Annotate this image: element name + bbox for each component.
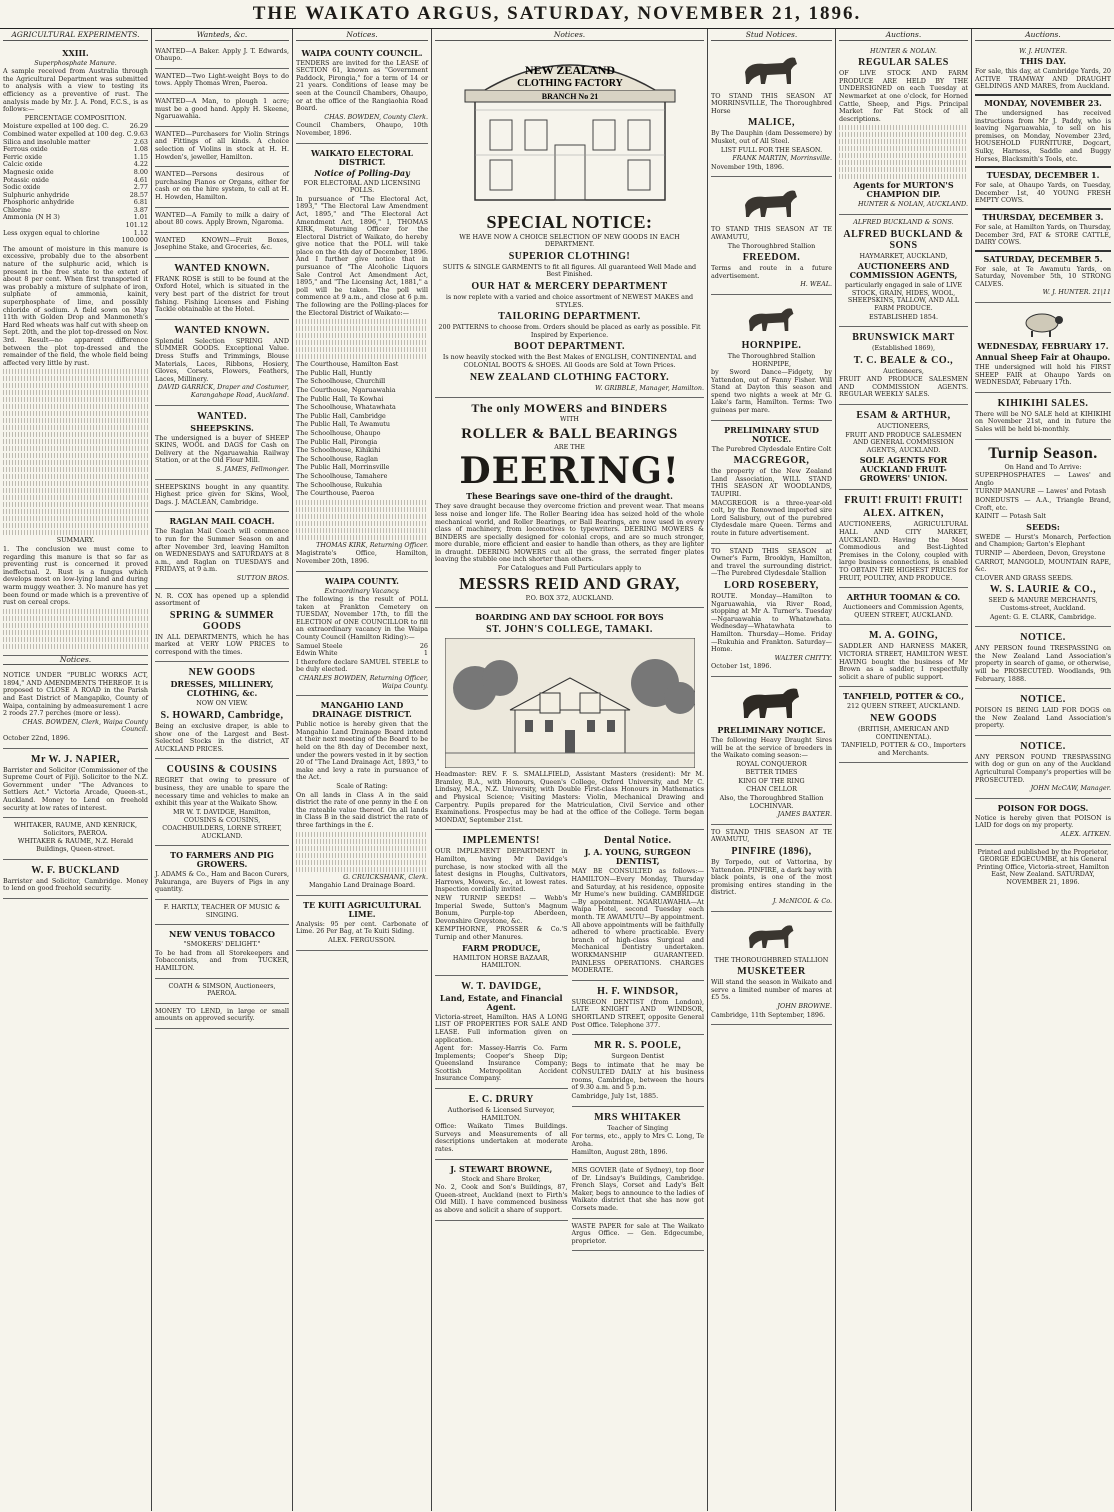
composition-table bbox=[3, 123, 148, 222]
hunter-sales: W. J. HUNTER. THIS DAY. For sale, this day, at Cambridge Yards, 20 ACTIVE TRAMWAY AND DRAUGHT GELDINGS AND MARES, from Auckland. MONDAY, NOVEMBER 23. The undersigned has received instructions from Mr J. Paddy, who is leaving Ngaruawahia, to sell on his premises, on Monday, November 23rd, HOUSEHOLD FURNITURE, Dogcart, Sulky, Harness, Saddle and Buggy Horses, Blacksmith's Tools, etc. TUESDAY, DECEMBER 1. For sale, at Ohaupo Yards, on Tuesday, December 1st, 40 YOUNG FRESH EMPTY COWS. THURSDAY, DECEMBER 3. For sale, at Hamilton Yards, on Thursday, December 3rd, FAT & STORE CATTLE, DAIRY COWS. SATURDAY, DECEMBER 5. For sale, at Te Awamutu Yards, on Saturday, November 5th, 10 STRONG CALVES. W. J. HUNTER. 21|11 bbox=[975, 44, 1111, 303]
table-cell-value: 1.15 bbox=[133, 152, 148, 161]
cousins-ad: COUSINS & COUSINS REGRET that owing to pressure of business, they are unable to spare the necessary time and vehicles to make an exhibit this year at the Waikato Show. MR W. T. DAVIDGE, Hamilton, COUSINS & COUSINS, COACHBUILDERS, LORNE STREET, AUCKLAND. bbox=[155, 759, 289, 846]
column-head: Stud Notices. bbox=[711, 31, 832, 41]
list-item: The Public Hall, Huntly bbox=[296, 368, 372, 377]
horse-icon bbox=[737, 50, 807, 90]
list-item: BONEDUSTS — A.A., Triangle Brand, Croft, etc. bbox=[975, 496, 1111, 512]
table-cell-value: 3.87 bbox=[133, 205, 148, 214]
howard-ad: NEW GOODS DRESSES, MILLINERY, CLOTHING, &c. NOW ON VIEW. S. HOWARD, Cambridge, Being an exclusive draper, is able to show one of the Largest and Best-Selected Stocks in the district, AT AUCKLAND PRICES. bbox=[155, 662, 289, 759]
table-cell-value: 2.77 bbox=[133, 183, 148, 192]
table-cell-value: 8.00 bbox=[133, 167, 148, 176]
list-item: The Public Hall, Te Awamutu bbox=[296, 420, 390, 429]
result-row: Edwin White 1 bbox=[296, 649, 428, 658]
wanted-sheepskins: WANTED. SHEEPSKINS. The undersigned is a buyer of SHEEP SKINS, WOOL and DAGS for Cash on Delivery at the Ngaruawahia Railway Station, or at the Old Flour Mill. S. JAMES, Fellmonger. bbox=[155, 406, 289, 480]
college-ad: BOARDING AND DAY SCHOOL FOR BOYS ST. JOHN'S COLLEGE, TAMAKI. Headmaster: REV. F. S. SMALLFIELD, Assistant Masters (resident): Mr M. Bramley, B.A., with Honours, Queen's College, Oxford University, and Mr C. Lindsay, M.A., N.Z. University, with Double First-class Honours in Mathematics and Physical Science; Visiting Masters: Violin, Mechanical Drawing and Carpentry. Pupils prepared for the Matriculation, Civil Service and other Examinations. Prospectus may be had at the office of the College. Term began MONDAY, September 21st. bbox=[435, 608, 704, 830]
freedom-ad: TO STAND THIS SEASON AT TE AWAMUTU, The Thoroughbred Stallion FREEDOM. Terms and route in a future advertisement. H. WEAL. bbox=[711, 177, 832, 295]
horse-icon bbox=[742, 301, 802, 337]
wanted-known-garrick: WANTED KNOWN. Splendid Selection SPRING AND SUMMER GOODS. Exceptional Value. Dress Stuffs and Trimmings, Blouse Materials, Laces, Ribbons, Hosiery, Gloves, Corsets, Flowers, Feathers, Laces, Millinery. DAVID GARRICK, Draper and Costumer, Karangahape Road, Auckland. bbox=[155, 320, 289, 406]
wanted-known-fruit: WANTED KNOWN—Fruit Boxes, Josephine Stake, and Groceries, &c. bbox=[155, 233, 289, 258]
dental-ad: Dental Notice. J. A. YOUNG, SURGEON DENTIST, MAY BE CONSULTED as follows:— HAMILTON—Every Monday, Thursday and Saturday, at his residence, opposite Mr Hume's new building. CAMBRIDGE—By appointment. NGARUAWAHIA—At Waipa Hotel, second Tuesday each month. TE AWAMUTU—By appointment. All above appointments will be faithfully adhered to where practicable. Every branch of high-class Surgical and Mechanical Dentistry undertaken. WORKMANSHIP GUARANTEED. PAINLESS OPERATIONS. CHARGES MODERATE. bbox=[572, 830, 705, 980]
table-cell-value: 1.08 bbox=[133, 145, 148, 154]
going-saddler-ad: M. A. GOING, SADDLER AND HARNESS MAKER, VICTORIA STREET, HAMILTON WEST. HAVING bought the business of Mr Brown as a saddler, I respectfully solicit a share of public support. bbox=[839, 625, 968, 687]
macgregor-ad: PRELIMINARY STUD NOTICE. The Purebred Clydesdale Entire Colt MACGREGOR, the property of the New Zealand Land Association, WILL STAND THIS SEASON AT WOODLANDS, TAUPIRI. MACGREGOR is a three-year-old colt, by the Renowned imported sire Lord Salisbury, out of the purebred Clydesdale mare Queen. Terms and route in future advertisement. bbox=[711, 421, 832, 544]
deering-ad: The only MOWERS and BINDERS WITH ROLLER & BALL BEARINGS ARE THE DEERING! These Bearings save one-third of the draught. They save draught because they overcome friction and prevent wear. That means less noise and longer life. The Roller Bearing idea has seized hold of the whole mechanical world, and Roller Bearings, or Ball Bearings, are now used in every class of machinery, from locomotives to typewriters. DEERING MOWERS & BINDERS are specially designed for colonial crops, and are so much stronger, more durable, more efficient and easier to handle than others, as they are lighter in draught. DEERING MOWERS cut all the grass, the serrated finger plates leaving the stubble one inch shorter than others. For Catalogues and Full Particulars apply to MESSRS REID AND GRAY, P.O. BOX 372, AUCKLAND. bbox=[435, 398, 704, 608]
list-item: The Courthouse, Paeroa bbox=[296, 489, 375, 498]
tanfield-ad: TANFIELD, POTTER & CO., 212 QUEEN STREET, AUCKLAND. NEW GOODS (BRITISH, AMERICAN AND CONTINENTAL). TANFIELD, POTTER & CO., Importers and Merchants. bbox=[839, 687, 968, 763]
wanted-violin: WANTED—Purchasers for Violin Strings and Fittings of all kinds. A choice selection of Violins in stock at H. H. Howden's, jeweller, Hamilton. bbox=[155, 127, 289, 167]
column-auctions bbox=[836, 29, 972, 1511]
final-row: 100.000 bbox=[121, 236, 148, 245]
venus-tobacco-ad: NEW VENUS TOBACCO "SMOKERS' DELIGHT." To be had from all Storekeepers and Tobacconists, and from TUCKER, HAMILTON. bbox=[155, 925, 289, 978]
table-cell-value: 28.57 bbox=[129, 190, 148, 199]
trespass-notice: NOTICE. ANY PERSON found TRESPASSING on the New Zealand Land Association's property in search of game, or otherwise, will be PROSECUTED. Woodlands, 9th February, 1888. bbox=[975, 627, 1111, 689]
table-cell-value: 6.81 bbox=[133, 198, 148, 207]
wanted-man: WANTED—A Man, to plough 1 acre; must be a good hand. Apply H. Skeene, Ngaruawahia. bbox=[155, 94, 289, 127]
kihikihi-ad: KIHIKIHI SALES. There will be NO SALE held at KIHIKIHI on November 21st, and in future the Sales will be held bi-monthly. bbox=[975, 393, 1111, 440]
table-cell-label: Moisture expelled at 100 deg. C. bbox=[3, 122, 109, 131]
masthead-title: THE WAIKATO ARGUS, SATURDAY, NOVEMBER 21, 1896. bbox=[252, 3, 862, 24]
list-item: KAINIT — Potash Salt bbox=[975, 512, 1046, 521]
section-number: XXIII. bbox=[62, 47, 89, 58]
table-cell-value: 4.22 bbox=[133, 160, 148, 169]
list-item: The Schoolhouse, Tamahere bbox=[296, 471, 388, 480]
vacancy-notice: WAIPA COUNTY. Extraordinary Vacancy. The following is the result of POLL taken at Frankton Cemetery on TUESDAY, November 17th, to fill the ELECTION of ONE COUNCILLOR to fill an extraordinary vacancy in the Waipa County Council (Hamilton Riding):— Samuel Steele 26 Edwin White 1 I therefore declare SAMUEL STEELE to be duly elected. CHARLES BOWDEN, Returning Officer, Waipa County. bbox=[296, 572, 428, 697]
column-auctions-hunter bbox=[972, 29, 1114, 1511]
pinfire-ad: TO STAND THIS SEASON AT TE AWAMUTU, PINFIRE (1896), By Torpedo, out of Vattorina, by Yattendon. PINFIRE, a dark bay with black points, is one of the most promising entires standing in the district. J. McNICOL & Co. bbox=[711, 825, 832, 912]
table-cell-value: 2.63 bbox=[133, 137, 148, 146]
sheep-icon bbox=[1018, 309, 1068, 339]
raglan-coach-ad: RAGLAN MAIL COACH. The Raglan Mail Coach will commence to run for the Summer Season on and after November 3rd, leaving Hamilton on WEDNESDAYS and SATURDAYS at 8 a.m., and Raglan on TUESDAYS and FRIDAYS, at 9 a.m. SUTTON BROS. bbox=[155, 512, 289, 588]
coath-ad: COATH & SIMSON, Auctioneers, PAEROA. bbox=[155, 979, 289, 1004]
polling-notice: WAIKATO ELECTORAL DISTRICT. Notice of Polling-Day FOR ELECTORAL AND LICENSING POLLS. In pursuance of "The Electoral Act, 1893," "The Electoral Law Amendment Act, 1895," and "The Electoral Act Amendment Act, 1896," I, THOMAS KIRK, Returning Officer for the Electoral District of Waikato, do hereby give notice that the POLL will take place on the 4th day of December, 1896. And I further give notice that in pursuance of "The Alcoholic Liquors Sale Control Act Amendment Act, 1895," and "The Licensing Act, 1881," a poll will be taken. The poll will commence at 9 a.m., and close at 6 p.m. The following are the Polling-places for the Electoral District of Waikato:— The Courthouse, Hamilton East The Public Hall, Huntly The Schoolhouse, Churchill The Courthouse, Ngaruawahia The Public Hall, Te Kowhai The Schoolhouse, Whatawhata The Public Hall, Cambridge The Public Hall, Te Awamutu The Schoolhouse, Ohaupo The Public Hall, Pirongia The Schoolhouse, Kihikihi The Schoolhouse, Raglan The Public Hall, Morrinsville The Schoolhouse, Tamahere The Schoolhouse, Rukuhia The Courthouse, Paeroa THOMAS KIRK, Returning Officer. Magistrate's Office, Hamilton, November 20th, 1896. bbox=[296, 144, 428, 572]
less-row: Less oxygen equal to chlorine 1.12 bbox=[3, 228, 148, 237]
factory-sign-line2: CLOTHING FACTORY bbox=[516, 77, 623, 89]
sires-list bbox=[711, 761, 832, 794]
list-item: BETTER TIMES bbox=[745, 768, 798, 777]
list-item: ROYAL CONQUEROR bbox=[736, 759, 807, 768]
draught-sires-ad: PRELIMINARY NOTICE. The following Heavy Draught Sires will be at the service of breeders in the Waikato coming season:— ROYAL CONQUEROR BETTER TIMES KING OF THE RING CHAN CELLOR Also, the Thoroughbred Stallion LOCHINVAR. JAMES BAXTER. bbox=[711, 677, 832, 825]
list-item: CARROT, MANGOLD, MOUNTAIN RAPE, &c. bbox=[975, 557, 1111, 574]
column-notices bbox=[293, 29, 432, 1511]
hartly-ad: F. HARTLY, TEACHER OF MUSIC & SINGING. bbox=[155, 900, 289, 925]
list-item: TURNIP MANURE — Lawes' and Potash bbox=[975, 487, 1107, 496]
polling-places bbox=[296, 361, 428, 498]
list-item: The Schoolhouse, Whatawhata bbox=[296, 403, 396, 412]
poison-notice: NOTICE. POISON IS BEING LAID FOR DOGS on the New Zealand Land Association's property. bbox=[975, 689, 1111, 736]
column-head: AGRICULTURAL EXPERIMENTS. bbox=[3, 31, 148, 41]
waipa-council-ad: WAIPA COUNTY COUNCIL. TENDERS are invited for the LEASE of SECTION 61, known as "Government Paddock, Pirongia," for a term of 14 or 21 years. Conditions of lease may be seen at the Council Chambers, Ohaupo, or at the office of the Rangiaohia Road Board. CHAS. BOWDEN, County Clerk. Council Chambers, Ohaupo, 10th November, 1896. bbox=[296, 44, 428, 144]
body-text: The amount of moisture in this manure is excessive, probably due to the absorbent nature of the sulphuric acid, which is present in the free state to the extent of about 8 per cent. When first transported it was probably a mixture of sulphate of iron, sulphate of ammonia, kainit, superphosphate of lime, and possibly chloride of sodium. A field sown on May 11th with Golden Drop and Manmoneth's Hard Red wheats was half cut with sheep on Sept. 20th, and the plot top-dressed on Nov. 3rd. Result—no apparent difference between the plot top-dressed and the remainder of the field, the whole field being affected very little by rust. bbox=[3, 244, 148, 367]
table-cell-label: Calcic oxide bbox=[3, 160, 43, 169]
experiment-article bbox=[3, 44, 148, 656]
list-item: The Public Hall, Cambridge bbox=[296, 411, 386, 420]
wanted-boys: WANTED—Two Light-weight Boys to do tows. Apply Thomas Wren, Paeroa. bbox=[155, 69, 289, 94]
turnip-list bbox=[975, 472, 1111, 521]
wanted-family: WANTED—A Family to milk a dairy of about 80 cows. Apply Brown, Ngaroma. bbox=[155, 208, 289, 233]
esam-arthur-ad: ESAM & ARTHUR, AUCTIONEERS, FRUIT AND PRODUCE SALESMEN AND GENERAL COMMISSION AGENTS, AUCKLAND. SOLE AGENTS FOR AUCKLAND FRUIT-GROWERS' UNION. bbox=[839, 405, 968, 490]
hornpipe-ad: HORNPIPE. The Thoroughbred Stallion HORNPIPE, by Sword Dance—Fidgety, by Yattendon, out of Fanny Fisher. Will Stand at Dayton this season and spend two nights a week at Mr G. Lake's farm, Hamilton. Terms: Two guineas per mare. bbox=[711, 295, 832, 421]
waste-paper-ad: WASTE PAPER for sale at The Waikato Argus Office. — Gen. Edgecumbe, proprietor. bbox=[572, 1219, 705, 1252]
split-bottom bbox=[435, 830, 704, 1251]
column-stud bbox=[708, 29, 836, 1511]
money-ad: MONEY TO LEND, in large or small amounts on approved security. bbox=[155, 1004, 289, 1029]
drury-ad: E. C. DRURY Authorised & Licensed Surveyor, HAMILTON. Office: Waikato Times Buildings. Surveys and Measurements of all descriptions undertaken at moderate rates. bbox=[435, 1089, 568, 1160]
table-cell-label: Magnesic oxide bbox=[3, 167, 54, 176]
maclean-ad: SHEEPSKINS bought in any quantity. Highest price given for Skins, Wool, Dags. J. MACLEAN, Cambridge. bbox=[155, 480, 289, 513]
list-item: The Courthouse, Ngaruawahia bbox=[296, 386, 396, 394]
table-cell-label: Potassic oxide bbox=[3, 175, 49, 184]
column-head: Auctions. bbox=[975, 31, 1111, 41]
table-cell-label: Silica and insoluble matter bbox=[3, 137, 91, 146]
imprint: Printed and published by the Proprietor, GEORGE EDGECUMBE, at his General Printing Office, Victoria-street, Hamilton East, New Zealand. SATURDAY, NOVEMBER 21, 1896. bbox=[976, 847, 1110, 886]
table-title: PERCENTAGE COMPOSITION. bbox=[24, 113, 127, 122]
list-item: TURNIP — Aberdeen, Devon, Greystone bbox=[975, 548, 1106, 557]
govier-ad: MRS GOVIER (late of Sydney), top floor of Dr. Lindsay's Buildings, Cambridge. French Slays, Corset and Lady's Belt Maker, begs to announce to the ladies of Waikato district that she has now got Corsets made. bbox=[572, 1163, 705, 1219]
wanted-known-rose: WANTED KNOWN. FRANK ROSE is still to be found at the Oxford Hotel, which is situated in the very best part of the district for trout fishing. Fishing Licenses and Fishing Tackle obtainable at the Hotel. bbox=[155, 258, 289, 320]
clothing-factory-ad: NEW ZEALAND CLOTHING FACTORY BRANCH No 21 SPECIAL NOTICE: WE HAVE NOW A CHOICE SELECTION OF NEW GOODS IN EACH DEPARTMENT. SUPERIOR CLOTHING! SUITS & SINGLE GARMENTS to fit all figures. All guaranteed Well Made and Best Finished. OUR HAT & MERCERY DEPARTMENT is now replete with a varied and choice assortment of NEWEST MAKES and STYLES. TAILORING DEPARTMENT. 200 PATTERNS to choose from. Orders should be placed as early as possible. Fit Inspired by Experience. BOOT DEPARTMENT. Is now heavily stocked with the Best Makes of ENGLISH, CONTINENTAL and COLONIAL BOOTS & SHOES. All Goods are Sold at Town Prices. NEW ZEALAND CLOTHING FACTORY. W. GRIBBLE, Manager, Hamilton. bbox=[435, 44, 704, 399]
table-cell-label: Ferrous oxide bbox=[3, 145, 48, 154]
pig-growers-ad: TO FARMERS AND PIG GROWERS. J. ADAMS & Co., Ham and Bacon Curers, Pakuranga, are Buyers of Pigs in any quantity. bbox=[155, 846, 289, 900]
table-cell-value: 9.63 bbox=[133, 129, 148, 138]
turnip-ad: Turnip Season. On Hand and To Arrive: SUPERPHOSPHATES — Lawes' and Anglo TURNIP MANURE — Lawes' and Potash BONEDUSTS — A.A., Triangle Brand, Croft, etc. KAINIT — Potash Salt SEEDS: SWEDE — Hurst's Monarch, Perfection and Champion; Garton's Elephant TURNIP — Aberdeen, Devon, Greystone CARROT, MANGOLD, MOUNTAIN RAPE, &c. CLOVER AND GRASS SEEDS. W. S. LAURIE & CO., SEED & MANURE MERCHANTS, Customs-street, Auckland. Agent: G. E. CLARK, Cambridge. bbox=[975, 440, 1111, 628]
wanted-baker: WANTED—A Baker. Apply J. T. Edwards, Ohaupo. bbox=[155, 44, 289, 69]
list-item: CHAN CELLOR bbox=[746, 785, 797, 794]
musketeer-ad: THE THOROUGHBRED STALLION MUSKETEER Will stand the season in Waikato and serve a limited number of mares at £5 5s. JOHN BROWNE. Cambridge, 11th September, 1896. bbox=[711, 912, 832, 1026]
list-item: The Schoolhouse, Ohaupo bbox=[296, 428, 381, 437]
buckland-sons-ad: ALFRED BUCKLAND & SONS. ALFRED BUCKLAND & SONS HAYMARKET, AUCKLAND, AUCTIONEERS AND COMMISSION AGENTS, particularly engaged in sale of LIVE STOCK, GRAIN, HIDES, WOOL, SHEEPSKINS, TALLOW, AND ALL FARM PRODUCE. ESTABLISHED 1854. bbox=[839, 215, 968, 327]
trespass-notice-2: NOTICE. ANY PERSON FOUND TRESPASSING with dog or gun on any of the Auckland Agricultural Company's properties will be PROSECUTED. JOHN McCAW, Manager. bbox=[975, 736, 1111, 799]
table-cell-label: Sulphuric anhydride bbox=[3, 190, 70, 199]
tooman-ad: ARTHUR TOOMAN & CO. Auctioneers and Commission Agents, QUEEN STREET, AUCKLAND. bbox=[839, 588, 968, 625]
table-cell-value: 26.29 bbox=[129, 122, 148, 131]
summary-head: SUMMARY. bbox=[56, 536, 95, 545]
newspaper-columns bbox=[0, 29, 1114, 1511]
factory-building-illustration bbox=[455, 50, 685, 210]
buckland-law-ad: W. F. BUCKLAND Barrister and Solicitor, Cambridge. Money to lend on good freehold security. bbox=[3, 860, 148, 899]
factory-sign-line1: NEW ZEALAND bbox=[524, 62, 615, 77]
kuiti-lime-ad: TE KUITI AGRICULTURAL LIME. Analysis: 95 per cent. Carbonate of Lime. 26 Per Bag, at Te Kuiti Siding. ALEX. FERGUSSON. bbox=[296, 896, 428, 951]
whitaker-singing-ad: MRS WHITAKER Teacher of Singing For terms, etc., apply to Mrs C. Long, Te Aroha. Hamilton, August 28th, 1896. bbox=[572, 1107, 705, 1163]
notices-head: Notices. bbox=[3, 656, 148, 666]
result-row: Samuel Steele 26 bbox=[296, 641, 428, 650]
table-cell-value: 4.61 bbox=[133, 175, 148, 184]
masthead bbox=[0, 0, 1114, 29]
list-item: The Public Hall, Pirongia bbox=[296, 437, 378, 446]
list-item: The Schoolhouse, Raglan bbox=[296, 454, 379, 463]
intro-text: A sample received from Australia through the Agricultural Department was submitted to analysis with a view to testing its efficiency as a preventive of rust. The analysis made by Mr. J. A. Pond, F.C.S., is as follows:— bbox=[3, 67, 148, 114]
drainage-notice: MANGAHIO LAND DRAINAGE DISTRICT. Public notice is hereby given that the Mangahio Land Drainage Board intend at their next meeting of the Board to be held on the 8th day of December next, under the powers vested in it by section 20 of "The Land Drainage Act, 1893," to make and levy a rate in pursuance of the Act. Scale of Rating: On all lands in Class A in the said district the rate of one penny in the £ on the rateable value thereof. On all lands in Class B in the said district the rate of three farthings in the £. G. CRUICKSHANK, Clerk. Mangahio Land Drainage Board. bbox=[296, 696, 428, 896]
cox-ad: N. R. COX has opened up a splendid assortment of SPRING & SUMMER GOODS IN ALL DEPARTMENTS, which he has marked at VERY LOW PRICES to correspond with the times. bbox=[155, 589, 289, 663]
column-head: Auctions. bbox=[839, 31, 968, 41]
draught-horse-icon bbox=[737, 683, 807, 723]
list-item: The Courthouse, Hamilton East bbox=[296, 360, 399, 369]
list-item: The Schoolhouse, Churchill bbox=[296, 377, 386, 386]
table-cell-label: Combined water expelled at 100 deg. C. bbox=[3, 129, 134, 138]
windsor-ad: H. F. WINDSOR, SURGEON DENTIST (from London), LATE KNIGHT AND WINDSOR, SHORTLAND STREET, opposite General Post Office. Telephone 377. bbox=[572, 981, 705, 1035]
poison-dogs-notice: POISON FOR DOGS. Notice is hereby given that POISON is LAID for dogs on my property. ALEX. AITKEN. bbox=[975, 799, 1111, 845]
napier-ad: Mr W. J. NAPIER, Barrister and Solicitor (Commissioner of the Supreme Court of Fiji). Solicitor to the N.Z. Government under "The Advances to Settlers Act." Victoria Arcade, Queen-st., Auckland. Money to Lend on freehold security at low rates of interest. bbox=[3, 749, 148, 819]
list-item: CLOVER AND GRASS SEEDS. bbox=[975, 573, 1073, 582]
list-item: KING OF THE RING bbox=[738, 776, 805, 785]
column-notices-wide bbox=[432, 29, 708, 1511]
malice-ad: TO STAND THIS SEASON AT MORRINSVILLE, The Thoroughbred Horse MALICE, By The Dauphin (dam Dessemere) by Musket, out of All Steel. LIST FULL FOR THE SEASON. FRANK MARTIN, Morrinsville. November 19th, 1896. bbox=[711, 44, 832, 178]
column-head: Notices. bbox=[296, 31, 428, 41]
wanted-pianos: WANTED—Persons desirous of purchasing Pianos or Organs, either for cash or on the hire system, to call at H. H. Howden, Hamilton. bbox=[155, 167, 289, 207]
column-head: Notices. bbox=[435, 31, 704, 41]
list-item: SUPERPHOSPHATES — Lawes' and Anglo bbox=[975, 471, 1111, 487]
implements-ad: IMPLEMENTS! OUR IMPLEMENT DEPARTMENT in Hamilton, having Mr Davidge's purchase, is now stocked with all the latest designs in Ploughs, Cultivators, Harrows, Mowers, &c., at lowest rates. Inspection cordially invited. NEW TURNIP SEEDS! — Webb's Imperial Swede, Sutton's Magnum Bonum, Purple-top Aberdeen, Devonshire Greystone, &c. KEMPTHORNE, PROSSER & Co.'S Turnip and other Manures. FARM PRODUCE, HAMILTON HORSE BAZAAR, HAMILTON. bbox=[435, 830, 568, 975]
column-head: Wanteds, &c. bbox=[155, 31, 289, 41]
split-right bbox=[572, 830, 705, 1251]
list-item: SWEDE — Hurst's Monarch, Perfection and Champion; Garton's Elephant bbox=[975, 532, 1111, 549]
brunswick-ad: BRUNSWICK MART (Established 1869), T. C. BEALE & CO., Auctioneers, FRUIT AND PRODUCE SALESMEN AND COMMISSION AGENTS. REGULAR WEEKLY SALES. bbox=[839, 327, 968, 405]
column-wanteds bbox=[152, 29, 293, 1511]
column-agricultural bbox=[0, 29, 152, 1511]
list-item: The Public Hall, Morrinsville bbox=[296, 463, 390, 472]
table-cell-value: 1.01 bbox=[133, 213, 148, 222]
road-closure-notice: NOTICE UNDER "PUBLIC WORKS ACT, 1894," AND AMENDMENTS THEREOF. It is proposed to CLOSE A ROAD in the Parish and East District of Mangapiko, County of Waipa, containing by admeasurement 1 acre 2 roods 27.7 perches (more or less). CHAS. BOWDEN, Clerk, Waipa County Council. October 22nd, 1896. bbox=[3, 668, 148, 748]
factory-sign-line3: BRANCH No 21 bbox=[541, 91, 598, 101]
aitken-fruit-ad: FRUIT! FRUIT! FRUIT! ALEX. AITKEN, AUCTIONEERS, AGRICULTURAL HALL AND CITY MARKET, AUCKLAND. Having the Most Commodious and Best-Lighted Premises in the Colony, coupled with large business connections, is enabled TO OBTAIN THE HIGHEST PRICES for FRUIT, POULTRY, AND PRODUCE. bbox=[839, 490, 968, 588]
list-item: The Schoolhouse, Rukuhia bbox=[296, 480, 383, 489]
summary-text: 1. The conclusion we must come to regarding this manure is that so far as preventing rust is concerned it proved ineffectual. 2. Rust is a fungus which develops most on low-lying land and during warm muggy weather. 3. No manure has yet been found or made which is a preventive of rust on cereal crops. bbox=[3, 544, 148, 607]
seeds-list bbox=[975, 534, 1111, 583]
davidge-ad: W. T. DAVIDGE, Land, Estate, and Financial Agent. Victoria-street, Hamilton. HAS A LONG LIST OF PROPERTIES FOR SALE AND LEASE. Full information given on application. Agent for: Massey-Harris Co. Farm Implements; Cooper's Sheep Dip; Queensland Insurance Company; Scottish Metropolitan Accident Insurance Company. bbox=[435, 976, 568, 1089]
hunter-nolan-ad: HUNTER & NOLAN. REGULAR SALES OF LIVE STOCK AND FARM PRODUCE ARE HELD BY THE UNDERSIGNED on each Tuesday at Newmarket at one o'clock, for Horned Cattle, Sheep, and Pigs. Principal Market for Fat Stock of all descriptions. Agents for MURTON'S CHAMPION DIP. HUNTER & NOLAN, AUCKLAND. bbox=[839, 44, 968, 215]
table-cell-label: Sodic oxide bbox=[3, 183, 41, 192]
table-cell-label: Ammonia (N H 3) bbox=[3, 213, 60, 222]
horse-icon bbox=[737, 183, 807, 223]
rosebery-ad: TO STAND THIS SEASON at Owner's Farm, Brooklyn, Hamilton, and travel the surrounding district.—The Purebred Clydesdale Stallion LORD ROSEBERY, ROUTE. Monday—Hamilton to Ngaruawahia, via River Road, stopping at Mr A. Turner's. Tuesday—Ngaruawahia to Whatawhata. Wednesday—Whatawhata to Hamilton. Thursday—Home. Friday—Rukuhia and Frankton. Saturday—Home. WALTER CHITTY. October 1st, 1896. bbox=[711, 544, 832, 677]
sheep-fair-ad: WEDNESDAY, FEBRUARY 17. Annual Sheep Fair at Ohaupo. THE undersigned will hold his FIRST SHEEP FAIR at Ohaupo Yards on WEDNESDAY, February 17th. bbox=[975, 303, 1111, 393]
deering-headline: DEERING! bbox=[459, 450, 680, 493]
poole-ad: MR R. S. POOLE, Surgeon Dentist Begs to intimate that he may be CONSULTED DAILY at his business rooms, Cambridge, between the hours of 9.30 a.m. and 5 p.m. Cambridge, July 1st, 1885. bbox=[572, 1035, 705, 1107]
section-sub: Superphosphate Manure. bbox=[34, 58, 117, 67]
split-left bbox=[435, 830, 568, 1251]
total-row: 101.12 bbox=[125, 221, 148, 230]
table-cell-label: Chlorine bbox=[3, 205, 31, 214]
horse-icon bbox=[742, 918, 802, 954]
table-cell-label: Phosphoric anhydride bbox=[3, 198, 75, 207]
list-item: The Schoolhouse, Kihikihi bbox=[296, 446, 381, 455]
stewart-ad: J. STEWART BROWNE, Stock and Share Broker, No. 2, Cook and Son's Buildings, 87, Queen-street, Auckland (next to Firth's Old Mill). I have commenced business as above and solicit a share of support. bbox=[435, 1160, 568, 1221]
whitaker-ad: WHITAKER, RAUME, AND KENRICK, Solicitors, PAEROA. WHITAKER & RAUME, N.Z. Herald Buildings, Queen-street. bbox=[3, 818, 148, 859]
table-cell-label: Ferric oxide bbox=[3, 152, 42, 161]
list-item: The Public Hall, Te Kowhai bbox=[296, 394, 384, 403]
college-illustration bbox=[445, 638, 695, 768]
